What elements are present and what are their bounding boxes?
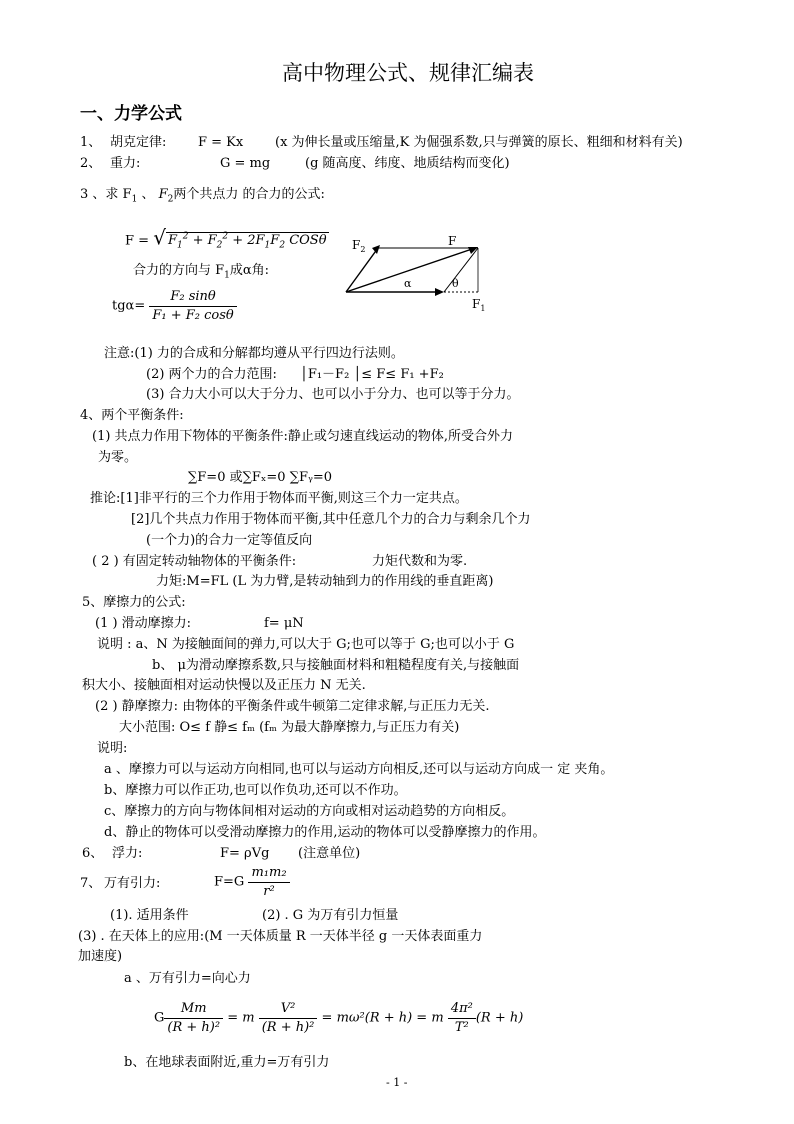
item-5-a: a 、摩擦力可以与运动方向相同,也可以与运动方向相反,还可以与运动方向成一 定 夹角。 (104, 762, 614, 777)
radical-sign: √ (153, 225, 166, 250)
direction-text: 合力的方向与 $F_1$成α角: (133, 263, 270, 281)
item-5-s2: (2 ) 静摩擦力: 由物体的平衡条件或牛顿第二定律求解,与正压力无关. (95, 699, 490, 714)
note-2-formula: │F₁－F₂ │≤ F≤ F₁ +F₂ (300, 367, 444, 382)
item-7-sub-b: b、在地球表面附近,重力=万有引力 (124, 1055, 330, 1070)
note-1: 注意:(1) 力的合成和分解都均遵从平行四边行法则。 (104, 346, 404, 361)
gravitation-formula: F=G $\frac{\text{m₁m₂}}{\text{r²}}$ (214, 864, 290, 901)
item-2-name: 重力: (110, 156, 141, 171)
label-f: F (448, 234, 457, 248)
page-number: - 1 - (386, 1076, 408, 1089)
item-2-formula: G = mg (220, 156, 271, 171)
label-f2: $F_2$ (352, 238, 366, 254)
item-5-s1-formula: f= μN (264, 616, 304, 631)
item-5-c: c、摩擦力的方向与物体间相对运动的方向或相对运动趋势的方向相反。 (104, 804, 515, 819)
item-3-heading: 3 、求 $F_1$ 、 $F_2$两个共点力 的合力的公式: (80, 187, 325, 205)
item-5-b: b、摩擦力可以作正功,也可以作负功,还可以不作功。 (104, 783, 407, 798)
item-7-condition-2: (2) . G 为万有引力恒量 (262, 908, 399, 923)
f1-arrow-head (435, 288, 444, 296)
f2-arrow (346, 248, 378, 292)
item-1-name: 胡克定律: (110, 135, 167, 150)
label-alpha: α (404, 277, 412, 290)
item-5-heading: 5、摩擦力的公式: (82, 595, 186, 610)
centripetal-equation: G $\frac{Mm}{\text{(R + h)²}}$ = m $\frac{\text{V²}}{\text{(R + h)²}}$ = mω²(R + h) = m $\frac{\text{4π²}}{\text{T²}}$ (R + h) (154, 1001, 524, 1035)
f2-arrow-head (372, 245, 380, 254)
item-5-s1: (1 ) 滑动摩擦力: (95, 616, 192, 631)
item-6-formula: F= ρVg (220, 846, 270, 861)
item-5-e2: b、 μ为滑动摩擦系数,只与接触面材料和粗糙程度有关,与接触面 (152, 658, 520, 673)
item-6-name: 浮力: (112, 846, 143, 861)
section-heading: 一、力学公式 (80, 104, 182, 124)
item-7-sub-a: a 、万有引力=向心力 (124, 971, 251, 986)
item-1-formula: F = Kx (198, 135, 244, 150)
item-4-sum: ∑F=0 或∑Fₓ=0 ∑Fᵧ=0 (188, 470, 333, 485)
note-2: (2) 两个力的合力范围: (146, 367, 277, 382)
item-6-number: 6、 (82, 846, 104, 861)
item-6-note: (注意单位) (298, 846, 361, 861)
label-theta: θ (452, 277, 459, 290)
item-4-p1a: (1) 共点力作用下物体的平衡条件:静止或匀速直线运动的物体,所受合外力 (92, 429, 514, 444)
item-7-number: 7、 (80, 876, 102, 891)
item-5-e1: 说明 : a、N 为接触面间的弹力,可以大于 G;也可以等于 G;也可以小于 G (97, 637, 515, 652)
item-4-p2: ( 2 ) 有固定转动轴物体的平衡条件: (92, 554, 297, 569)
right-edge (444, 248, 478, 292)
item-4-heading: 4、两个平衡条件: (80, 408, 184, 423)
item-4-infer3: (一个力)的合力一定等值反向 (146, 533, 313, 548)
item-7-application-a: (3) . 在天体上的应用:(M 一天体质量 R 一天体半径 g 一天体表面重力 (78, 929, 483, 944)
item-5-d: d、静止的物体可以受滑动摩擦力的作用,运动的物体可以受静摩擦力的作用。 (104, 825, 546, 840)
item-4-infer2: [2]几个共点力作用于物体而平衡,其中任意几个力的合力与剩余几个力 (131, 512, 531, 527)
item-5-say: 说明: (97, 741, 128, 756)
note-3: (3) 合力大小可以大于分力、也可以小于分力、也可以等于分力。 (146, 387, 520, 402)
item-5-e3: 积大小、接触面相对运动快慢以及正压力 N 无关. (82, 678, 366, 693)
item-1-note: (x 为伸长量或压缩量,K 为倔强系数,只与弹簧的原长、粗细和材料有关) (275, 135, 683, 150)
item-7-name: 万有引力: (104, 876, 161, 891)
item-4-p1b: 为零。 (98, 450, 138, 465)
force-parallelogram-diagram (340, 232, 500, 312)
item-2-note: (g 随高度、纬度、地质结构而变化) (305, 156, 510, 171)
page-title: 高中物理公式、规律汇编表 (282, 61, 534, 85)
item-4-infer1: 推论:[1]非平行的三个力作用于物体而平衡,则这三个力一定共点。 (90, 491, 468, 506)
item-7-condition-1: (1). 适用条件 (110, 908, 189, 923)
resultant-formula: F = √ $F_1^2 + F_2^2 + 2F_1F_2$ COSθ (125, 225, 327, 251)
item-5-range: 大小范围: O≤ f 静≤ fₘ (fₘ 为最大静摩擦力,与正压力有关) (119, 720, 460, 735)
label-f1: $F_1$ (472, 297, 486, 312)
tangent-formula: tgα= $\frac{\text{F₂ sinθ}}{\text{F₁ + F₂ cosθ}}$ (112, 288, 237, 325)
item-1-number: 1、 (80, 135, 102, 150)
item-4-p2-result: 力矩代数和为零. (372, 554, 468, 569)
item-4-moment: 力矩:M=FL (L 为力臂,是转动轴到力的作用线的垂直距离) (156, 574, 494, 589)
item-7-application-b: 加速度) (78, 949, 123, 964)
item-2-number: 2、 (80, 156, 102, 171)
